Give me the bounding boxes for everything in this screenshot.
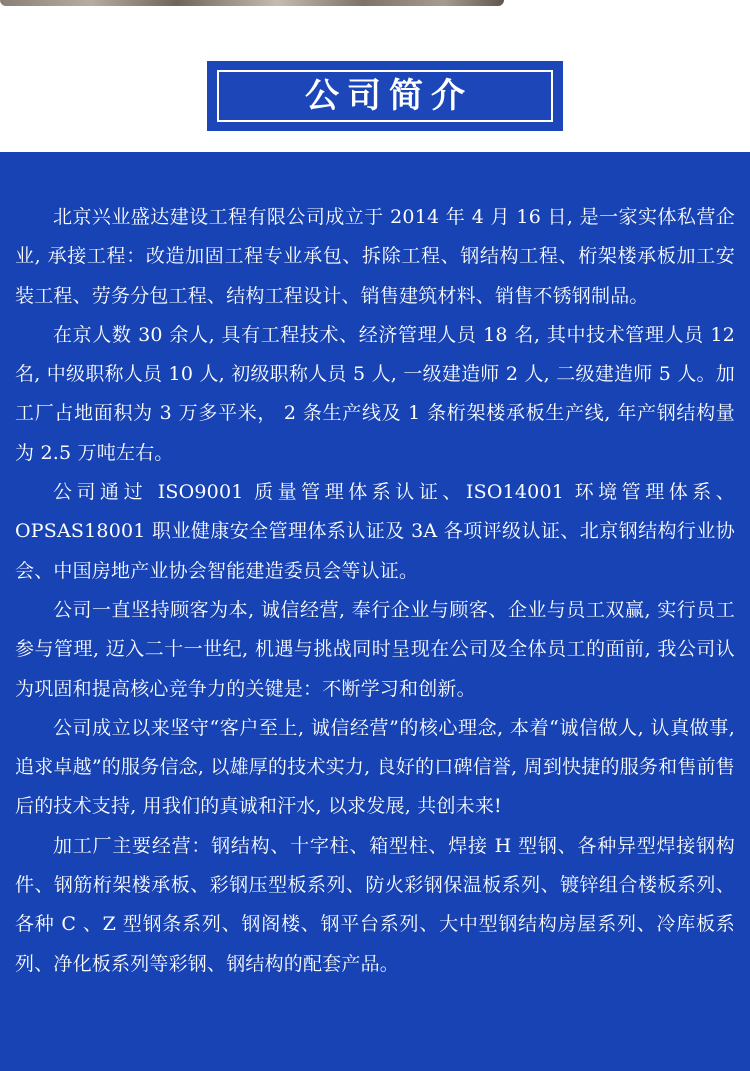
intro-paragraph-certification: 公司通过 ISO9001 质量管理体系认证、ISO14001 环境管理体系、OPSAS18001 职业健康安全管理体系认证及 3A 各项评级认证、北京钢结构行业协会、中国房地产业协会智能建造委员会等认证。 <box>15 481 735 582</box>
intro-paragraph-founding: 北京兴业盛达建设工程有限公司成立于 2014 年 4 月 16 日, 是一家实体私营企业, 承接工程：改造加固工程专业承包、拆除工程、钢结构工程、桁架楼承板加工安装工程、劳务分包工程、结构工程设计、销售建筑材料、销售不锈钢制品。 <box>15 206 735 307</box>
section-title-box <box>207 61 563 131</box>
company-intro-panel <box>0 152 750 1071</box>
intro-paragraph-staff: 在京人数 30 余人, 具有工程技术、经济管理人员 18 名, 其中技术管理人员 12 名, 中级职称人员 10 人, 初级职称人员 5 人, 一级建造师 2 人, 二级建造师 5 人。加工厂占地面积为 3 万多平米， 2 条生产线及 1 条桁架楼承板生产线, 年产钢结构量为 2.5 万吨左右。 <box>15 323 735 464</box>
intro-paragraph-products: 加工厂主要经营：钢结构、十字柱、箱型柱、焊接 H 型钢、各种异型焊接钢构件、钢筋桁架楼承板、彩钢压型板系列、防火彩钢保温板系列、镀锌组合楼板系列、各种 C 、Z 型钢条系列、钢阁楼、钢平台系列、大中型钢结构房屋系列、冷库板系列、净化板系列等彩钢、钢结构的配套产品。 <box>15 834 735 975</box>
section-title: 公司简介 <box>305 76 473 116</box>
intro-paragraph-values: 公司成立以来坚守“客户至上, 诚信经营”的核心理念, 本着“诚信做人, 认真做事, 追求卓越”的服务信念, 以雄厚的技术实力, 良好的口碑信誉, 周到快捷的服务和售前售后的技术支持, 用我们的真诚和汗水, 以求发展, 共创未来! <box>15 716 735 818</box>
intro-paragraph-philosophy: 公司一直坚持顾客为本, 诚信经营, 奉行企业与顾客、企业与员工双赢, 实行员工参与管理, 迈入二十一世纪, 机遇与挑战同时呈现在公司及全体员工的面前, 我公司认为巩固和提高核心竞争力的关键是：不断学习和创新。 <box>15 598 735 700</box>
section-title-frame <box>217 70 553 122</box>
